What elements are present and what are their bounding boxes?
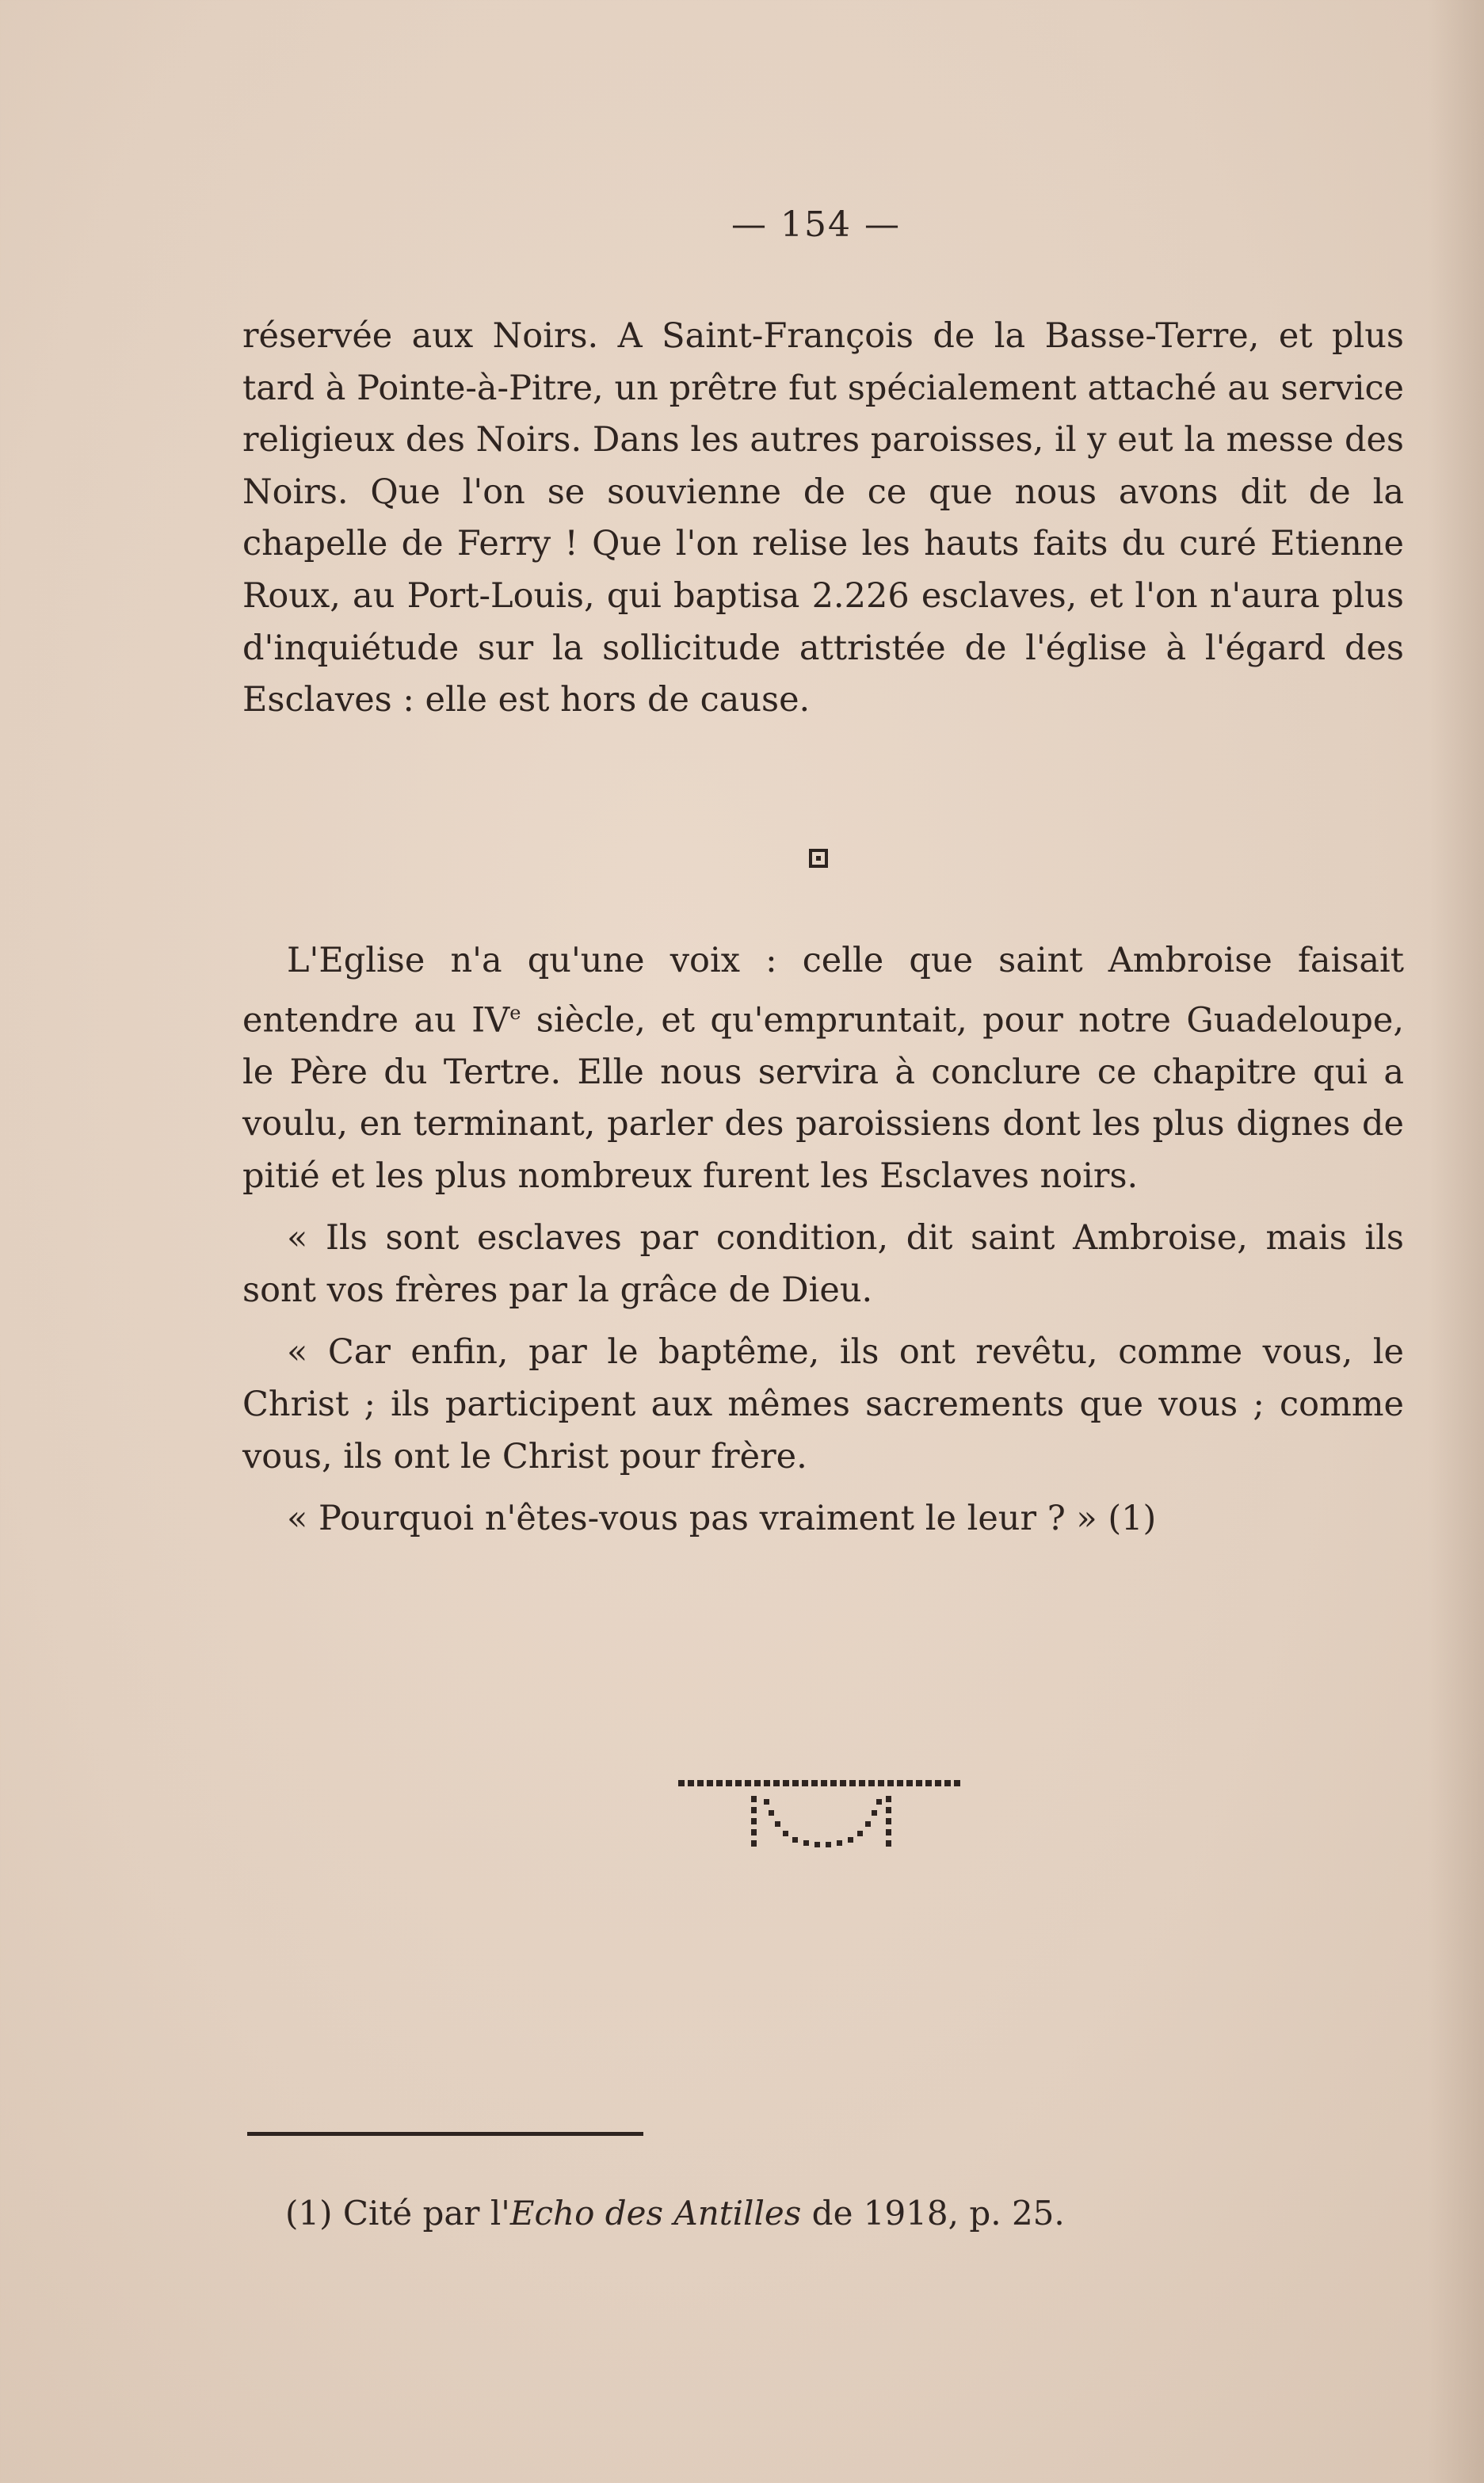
footnote-marker: (1): [285, 2194, 333, 2233]
end-ornament-icon: [675, 1775, 967, 1855]
paragraph-text: siècle, et qu'empruntait, pour notre Guadeloupe, le Père du Tertre. Elle nous servira à conclure ce chapitre qui a voulu, en terminant, parler des paroissiens dont les plus dignes de pitié et les plus nombreux furent les Esclaves noirs.: [242, 999, 1404, 1196]
footnote-rule: [247, 2132, 643, 2136]
superscript: e: [509, 1001, 521, 1024]
footnote-source-title: Echo des Antilles: [509, 2194, 802, 2233]
text-block-top: [242, 311, 1404, 727]
paragraph-quote-1: « Ils sont esclaves par condition, dit saint Ambroise, mais ils sont vos frères par la grâce de Dieu.: [242, 1218, 1404, 1310]
footnote-text: de 1918, p. 25.: [801, 2194, 1065, 2233]
paragraph-eglise: [242, 935, 1404, 1202]
footnote: [285, 2191, 1065, 2236]
paragraph-quote-3: « Pourquoi n'êtes-vous pas vraiment le leur ? » (1): [287, 1499, 1157, 1539]
page-number: — 154 —: [731, 204, 901, 245]
paragraph-text: L'Eglise n'a qu'une voix : celle que saint Ambroise faisait entendre au IV: [242, 941, 1404, 1040]
text-block-bottom: [242, 935, 1404, 1545]
paragraph: réservée aux Noirs. A Saint-François de la Basse-Terre, et plus tard à Pointe-à-Pitre, un prêtre fut spécialement attaché au service religieux des Noirs. Dans les autres paroisses, il y eut la messe des Noirs. Que l'on se souvienne de ce que nous avons dit de la chapelle de Ferry ! Que l'on relise les hauts faits du curé Etienne Roux, au Port-Louis, qui baptisa 2.226 esclaves, et l'on n'aura plus d'inquiétude sur la sollicitude attristée de l'église à l'égard des Esclaves : elle est hors de cause.: [242, 316, 1404, 720]
section-ornament-icon: [809, 849, 828, 868]
page-edge-shadow: [1429, 0, 1484, 2483]
paragraph-quote-2: « Car enfin, par le baptême, ils ont revêtu, comme vous, le Christ ; ils participent aux mêmes sacrements que vous ; comme vous, ils ont le Christ pour frère.: [242, 1332, 1404, 1476]
footnote-text: Cité par l': [332, 2194, 510, 2233]
